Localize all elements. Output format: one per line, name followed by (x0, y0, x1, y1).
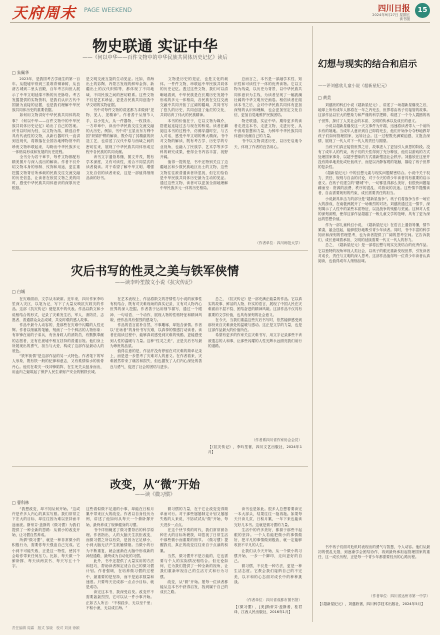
article4-book-info: 【《微习惯》，[美]斯蒂芬·盖斯著，桂君译，江西人民出版社，2016年1月】 (234, 605, 302, 615)
section-divider-1 (12, 250, 308, 251)
masthead (0, 0, 440, 22)
section-logo-subtitle: PAGE WEEKEND (84, 7, 132, 14)
column-divider (312, 26, 313, 622)
article3-book-info: 【《抗灾传记》，李吟笙著，四川文艺出版社，2024年1月】 (208, 445, 302, 455)
article3-byline: □ 白城 (12, 289, 26, 294)
section-divider-2 (12, 466, 308, 467)
article3-column-2: 在艺术表现上，作品将散文的抒情性与小说的叙事性有机结合，既有对灾难现场的真实记录，又有对人物内心世界的深入挖掘。作者善于运用细节描写，通过一个眼神、一句话语、一个动作，展现人物的性格特征和精神风貌，使作品具有强烈的感染力。 作品的语言质朴自然，不事雕琢，却饱含深情。作者以“在场者”的身份书写灾难，以真挚的情感打动读者。读者在阅读过程中，能够真切感受到灾难的残酷，更能感受到人性的温暖与力量。这种“性灵之美”，正是灾后书写最为珍贵的品质。 值得注意的是，作品并没有停留在对灾难的简单记录上，而是进一步思考了灾难对人的意义。在作者看来，灾难固然带来了痛苦和损失，但也激发了人们内心深处的善良与勇气，促进了社会的团结与进步。 (110, 297, 202, 369)
article2-title: 幻想与现实的结合和启示 (318, 60, 418, 70)
article2-subtitle: ——评刘慈欣儿童小说《超新星纪元》 (318, 83, 390, 88)
article1-column-4: 总而言之，本书是一部融学术性、知识性和可读性于一体的优秀读物。它以文物为线索，以历史为背景，以中华民族共同体意识为主线，为读者呈现了一幅波澜壮阔的中华文明历史画卷。相信读者在阅读本书之后，会对中华民族共同体有更加深刻的认识和理解，也会更加坚定文化自信，更加自觉地维护民族团结。 物史联通，实证中华。期待更多的读者走进这本书，走进文物，走进历史，从中汲取智慧和力量，为铸牢中华民族共同体意识贡献自己的力量。 书中以文物讲述历史，以历史启迪今天，体现了作者的良苦用心。 (234, 77, 302, 149)
article1-column-3: 文物是历史的见证，也是文化的载体。一件件文物，串联起中华民族共同体的历史记忆。透过这些文物，我们可以清晰地看到，中华民族是在长期历史发展中形成的多元一体格局，各民族在交往交流交融中共同开拓了辽阔的疆域，共同书写了悠久的历史，共同创造了灿烂的文化，共同培育了伟大的民族精神。 本书的价值在于，它以文物为媒介，搭建起连接过去与现在的桥梁。读者在翻阅这本书的过程中，仿佛穿越时空，与古人对话，感受中华文明的博大精深。书中对文物的解读，既有考古学、历史学的专业视角，也融入了民族学、艺术学等多学科的研究成果，使得全书内容丰富、视野开阔。 值得一提的是，书中还特别关注了边疆地区和少数民族地区出土的文物，这些文物往往被普通读者所忽视，但它们恰恰是中华民族共同体历史最为生动的见证。通过这些文物，读者可以更加全面地理解中华民族多元一体的历史格局。 (160, 77, 228, 191)
article4-column-2: 这些看似微不足道的小事，却能在日积月累中带来巨大的改变。作者以自身经历为例，讲述了他如何从每天一个俯卧撑开始，最终养成了规律健身的习惯。 书中详细阐述了微习惯背后的科学原理。作者指出，人的大脑天生抗拒改变，而微习惯之所以有效，是因为它足够小，小到大脑无法产生抵触情绪。当微小的行为不断重复，就会逐渐在大脑中形成新的神经通路，最终成为自动化的习惯。 此外，书中还提供了大量实用的方法和技巧，帮助读者制定适合自己的微习惯计划。作者强调，在培养微习惯的过程中，最重要的是坚持，而不是追求数量和速度。只要每天完成那一点点小目标，就是成功。 读完这本书，我深受启发。改变并不需要轰轰烈烈，它可以从一件小事开始。正如古人所言：“不积跬步，无以至千里；不积小流，无以成江海。” (86, 507, 154, 610)
article2-credit: （作者单位：四川省达州市第一中学） (368, 594, 430, 598)
edition-name: 读书版 (399, 17, 410, 21)
article2-byline: □ 黄美 (318, 95, 332, 100)
issue-date: 2024年9月27日 星期五 (372, 13, 410, 17)
article3-column-1: 在灾难面前，文学从未缺席。近年来，四川作家李吟笙深入灾区，以笔为记，写下了大量反映抗灾救灾的作品。这部《抗灾传记》便是其中的代表。作品以散文和小说相结合的形式，记录了灾难发生后，军人、消防员、志愿者、普通群众众志成城、共克时艰的感人故事。 作品中最令人动容的，是那些在灾难中闪耀的人性光辉。作者以细腻的笔触，刻画了一个个鲜活的人物形象：有冲锋在前的子弟兵，有舍身救人的消防员，有默默奉献的志愿者，还有在废墟中相互扶持的普通百姓。他们身上所展现出的勇气、担当与大爱，构成了这部作品最动人的底色。 “铁军侠情”是这部作品的另一大特色。作者笔下的军人形象，既有铁一般的纪律和意志，又有柔情似水的侠骨丹心。他们在救灾一线冲锋陷阵，在生死关头挺身而出，用血肉之躯筑起了保护人民生命财产安全的钢铁长城。 (12, 297, 104, 374)
header-rule (10, 22, 430, 23)
page-footer: 责任编辑 周霖 版式 邹晓 校对 刘昶 徐颖 (12, 626, 80, 630)
newspaper-name: 四川日报 (378, 3, 410, 13)
article1-title: 物史联通 实证中华 (92, 37, 218, 55)
article2-body-continued: 书中孩子们面对危机时表现出的勇气与智慧，令人动容。他们从最初的慌乱无措，到逐渐学会团结协作，再到最终承担起管理国家的重任，这一成长历程，正是每一个青少年都需要经历的心路历程。 (318, 545, 430, 560)
article1-column-2: 是文明交流互鉴的生动见证。比如，青海出土的彩陶、内蒙古发现的鲜卑金饰、新疆出土的汉代织锦等，都体现了不同地域、不同民族之间的密切联系。这些文物不仅是艺术珍品，更是各民族共同创造中华文明的实物证据。 书中对每件文物的讲述都力求做到“见物、见人、见精神”。作者善于从细节入手，以小见大，从一件器物、一枚钱币、一方印章中，读出中华民族交往交流交融的大历史。例如，书中对“五星出东方利中国”织锦护臂的解读，既介绍了其精湛的织造工艺，也讲述了汉代中原与西域之间的密切往来，展现了中华民族共同体形成过程中各民族的共同贡献。 该书文字通俗易懂，图文并茂，既有学术深度，又有可读性，适合不同层次的读者阅读。对于希望了解中华文明、增强文化自信的读者来说，这是一部值得细细品读的好书。 (86, 77, 154, 180)
article4-byline: □ 曹科林 (12, 500, 30, 505)
article4-title: 改变，从“微”开始 (110, 478, 200, 491)
section-logo: 天府周末 (12, 4, 77, 22)
article3-credit: （作者系四川省作家协会会员） (251, 438, 302, 442)
page-number-badge: 15 (415, 3, 430, 18)
article2-body: 刘慈欣的科幻小说《超新星纪元》，讲述了一场超新星爆发之后，地球上所有成年人都将在一年之内死去，世界将由孩子们接管的故事。这部作品以宏大的想象力和严谨的科学逻辑，构建了一个令人震撼的孩子世界，探讨了人类社会的本质、文明的传承以及成长的意义。 小说以超新星爆发这一天文事件为开端，迅速将读者带入一个前所未有的境地。当成年人意识到自己即将死去，他们开始争分夺秒地教导孩子们如何管理国家、运转社会。这一过程既充满紧迫感，又饱含深情，展现了一代人对下一代人的责任与期望。 当孩子们真正接管世界之后，故事进入了更加引人深思的阶段。没有了成年人的约束，孩子们的天性得到了充分释放，他们以游戏的方式处理国家事务，以超乎想象的方式重新塑造社会秩序。刘慈欣在这里并没有简单地美化或贬低孩子，而是以冷静客观的笔触，描绘了孩子世界的复杂性。 《超新星纪元》中的幻想元素与现实问题紧密结合。小说中关于权力、责任、规则与自由的讨论，对于今天的青少年读者具有重要的启示意义。在孩子们建立的“糖城”中，一切都显得那么美好，但很快问题接踵而至：资源的浪费、秩序的混乱、对游戏的沉迷。这些情节提醒读者，自由需要规则的约束，成长需要责任的担当。 小说最具冲击力的部分是“超新星战争”。孩子们将战争当作一场宏大的游戏，在南极洲展开了一场惨烈的对决。刘慈欣通过这一情节，深刻揭示了人性中的某些本质特征，以及战争的残酷与荒诞。这种对人性的深刻洞察，使得这部作品超越了一般儿童文学的范畴，具有了更为深远的思想价值。 作为一部儿童科幻小说，《超新星纪元》在语言上通俗易懂，情节紧凑，悬念迭起，能够很好地吸引青少年读者。同时，书中丰富的科学知识和深刻的哲理思考，也为读者提供了广阔的思考空间。它告诉我们，成长意味着承担，文明的延续需要一代又一代人的努力。 总之，《超新星纪元》是一部将幻想与现实完美结合的优秀作品。它以独特的视角审视人类社会，以孩子的眼光重新发现世界，引发读者对成长、责任与文明的深入思考。这部作品值得每一位青少年读者认真阅读，也值得成年人细细品味。 (318, 103, 430, 264)
article2-book-info: 【《超新星纪元》，刘慈欣著，四川科学技术出版社，2024年5月】 (318, 602, 425, 606)
article3-column-3: 总之，《抗灾传记》是一部充满正能量的作品。它以真实的故事、鲜活的人物、朴实的语言，展现了中国人民在灾难面前不屈不挠、团结奋进的精神风貌。这部作品不仅具有重要的文学价值，也具有深刻的社会意义。 在今天，当我们重温这些灾后书写时，依然能够感受到那份来自灾难深处的温暖与感动。这正是文学的力量，也是这部作品最大的价值所在。 希望有更多的作家关注灾难书写，用文字记录那些不该被遗忘的人和事，让那些闪耀的人性光辉永远照亮我们前行的道路。 (208, 297, 302, 348)
article4-column-3: 微习惯的力量，在于它让改变变得简单而可行。对于那些屡屡制定计划又屡屡失败的人来说，不妨试试从“微”开始，每天进步一点点。 在这个快节奏的时代，我们常常被各种宏大的目标所裹挟，却忽视了日常生活中那些微小而重要的细节。《微习惯》提醒我们，真正的改变往往来自于点滴的积累。 当然，微习惯并不是万能的，它也需要与个人的实际情况相结合。但无论如何，它为我们提供了一种全新的视角，让我们重新审视自己的生活方式和行为习惯。 改变，从“微”开始。愿每一位读者都能从这本书中获得启发，找到属于自己的成长之路。 (160, 507, 228, 595)
article4-column-4: 读书也是如此。很多人总想着要读完一本大部头，结果往往一拖再拖。如果每天只读几页，日积月累，一年下来也能读完好几本书。这就是微习惯的力量。 生活中的许多美好，都源于那些不起眼的坚持。一个人若能把微小的事情做好，把平凡的事情做到极致，就一定能够收获不平凡的人生。 让我们从今天开始，从一个微小的习惯开始，一步一个脚印，走向更好的自己。 微习惯，不仅是一种方法，更是一种生活态度。它教会我们接纳自己的不完美，以平和的心态面对成长中的种种挑战。 (234, 507, 302, 584)
article3-subtitle: ——读李吟笙散文小说《抗灾传記》 (114, 280, 195, 286)
article4-column-1: “我想改变，却不知从何开始。”这或许是许多人内心的真实写照。我们常常立下宏大的目标，却往往因为难以坚持而半途而废。斯蒂芬·盖斯的《微习惯》为我们提供了一种全新的思路：从微小的改变开始，让习惯自然养成。 所谓“微习惯”，就是一种非常微小的积极行为，需要你每天强迫自己完成。它小到不可能失败，正是这一特性，使其不会给你带来任何压力。比如，每天做一个俯卧撑、每天读两页书、每天写五十个字。 (12, 507, 80, 569)
article1-byline: □ 朱佩华 (12, 70, 30, 75)
article1-subtitle: ——《何以中华——百件文物中的中华民族共同体历史记忆》读后 (82, 55, 228, 61)
article3-title: 灾后书写的性灵之美与铁军侠情 (70, 264, 239, 278)
article4-subtitle: ——读《微习惯》 (134, 492, 175, 498)
article1-credit: （作者单位：四川师范大学） (255, 241, 302, 245)
article1-column-1: 2023年，是我国考古学诞生的第一百年。从殷墟甲骨到三星堆青铜神树，从良渚古城到二里头宫殿，百年考古向世人展示了中华文明延绵不断的历史脉络。考古发掘提供的实物资料，是我们认识古代中国最为直接的证据，也是我们理解中华民族共同体历史的重要依据。 如何用文物讲好中华民族共同体的故事？《何以中华——百件文物中的中华民族共同体历史记忆》给出了自己的答案。该书以时间为经，以文物为纬，精选百件具有代表性的文物，从新石器时代一直讲到近现代，将散落在全国各地博物馆中的珍贵文物串联起来，勾勒出中华民族多元一体格局形成和发展的历史进程。 全书分为若干章节，每件文物都配有精美图片与深入浅出的解读。作者不仅介绍文物本身的形制、纹饰和用途，更注重挖掘文物背后所承载的民族交往交流交融的历史信息，让读者在欣赏文物之美的同时，感受中华民族共同体意识的深厚历史根基。 (12, 77, 80, 191)
article4-credit: （作者单位：四川省成都市图书馆） (244, 598, 302, 602)
